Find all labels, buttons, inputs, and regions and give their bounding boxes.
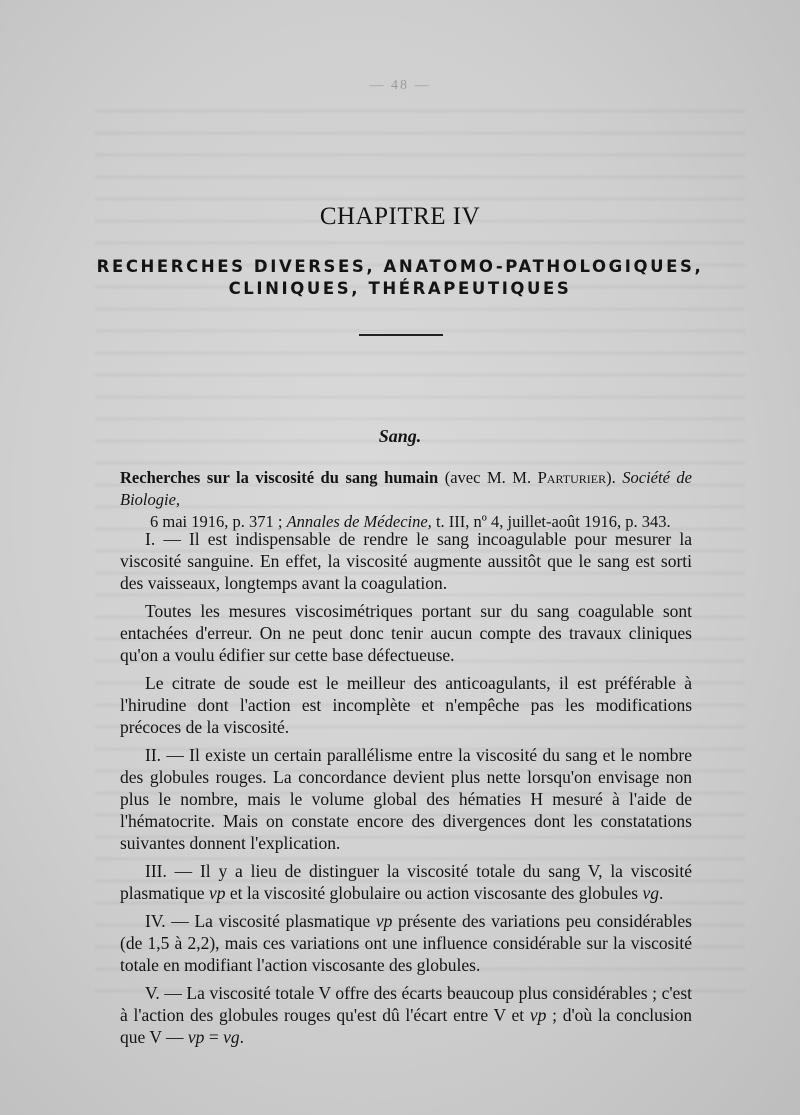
reference-journal-2: Annales de Médecine, [286, 512, 432, 531]
paragraph-6-text-a: IV. — La viscosité plasmatique [145, 911, 376, 931]
paragraph-5-text-c: . [658, 883, 664, 903]
paragraph-7 [120, 982, 692, 1048]
reference-journal-1: Société de Biologie, [120, 468, 692, 509]
symbol-vg: vg [223, 1027, 240, 1047]
reference-title: Recherches sur la viscosité du sang humain [120, 468, 439, 487]
chapter-heading: CHAPITRE IV [319, 203, 481, 230]
reference-details-1: 6 mai 1916, p. 371 ; [150, 512, 287, 531]
paragraph-7-text-c: . [239, 1027, 244, 1047]
section-title-line-2: CLINIQUES, THÉRAPEUTIQUES [228, 279, 572, 298]
paragraph-2: Toutes les mesures viscosimétriques portant sur du sang coagulable sont entachées d'erreur. On ne peut donc tenir aucun compte des travaux cliniques qu'on a voulu édifier sur cette base défectueuse. [120, 601, 692, 665]
paragraph-7-text-a: V. — La viscosité totale V offre des écarts beaucoup plus considérables ; c'est à l'action des globules rouges qu'est dû l'écart entre V et [120, 983, 692, 1025]
symbol-vp: vp [529, 1005, 547, 1025]
symbol-vp: vp [208, 883, 226, 903]
section-divider [359, 334, 443, 336]
paragraph-5-text-a: III. — Il y a lieu de distinguer la viscosité totale du sang V, la viscosité plasmatique [120, 861, 692, 903]
reference-coauthor: Parturier [537, 468, 607, 487]
section-title-line-1: RECHERCHES DIVERSES, ANATOMO-PATHOLOGIQUES, [96, 257, 704, 276]
paragraph-6-text-b: présente des variations peu considérables (de 1,5 à 2,2), mais ces variations ont une influence considérable sur la viscosité totale en modifiant l'action viscosante des globules. [120, 911, 692, 975]
paragraph-7-text-b: ; d'où la conclusion que V — [120, 1005, 692, 1047]
reference-line-1 [120, 467, 692, 511]
symbol-vp: vp [187, 1027, 205, 1047]
reference-coauthor-prefix: (avec M. M. [438, 468, 538, 487]
bibliographic-reference [120, 467, 692, 533]
paragraph-5-text-b: et la viscosité globulaire ou action viscosante des globules [225, 883, 643, 903]
paragraph-1: I. — Il est indispensable de rendre le sang incoagulable pour mesurer la viscosité sanguine. En effet, la viscosité augmente aussitôt que le sang est sorti des vaisseaux, longtemps avant la coagulation. [120, 529, 692, 593]
symbol-vp: vp [375, 911, 393, 931]
body-text [120, 528, 692, 1054]
reference-coauthor-suffix: ). [606, 468, 623, 487]
paragraph-4: II. — Il existe un certain parallélisme entre la viscosité du sang et le nombre des globules rouges. La concordance devient plus nette lorsqu'on envisage non plus le nombre, mais le volume global des hématies H mesuré à l'aide de l'hématocrite. Mais on constate encore des divergences dont les constatations suivantes donnent l'explication. [120, 745, 692, 853]
reference-details-2: t. III, nº 4, juillet-août 1916, p. 343. [431, 512, 671, 531]
topic-heading: Sang. [378, 426, 422, 446]
paragraph-5 [120, 860, 692, 904]
section-title [0, 256, 800, 300]
symbol-vg: vg [642, 883, 659, 903]
paragraph-3: Le citrate de soude est le meilleur des anticoagulants, il est préférable à l'hirudine dont l'action est incomplète et n'empêche pas les modifications précoces de la viscosité. [120, 673, 692, 737]
equals-sign: = [204, 1027, 224, 1047]
page-number: — 48 — [369, 78, 431, 93]
paragraph-6 [120, 910, 692, 976]
